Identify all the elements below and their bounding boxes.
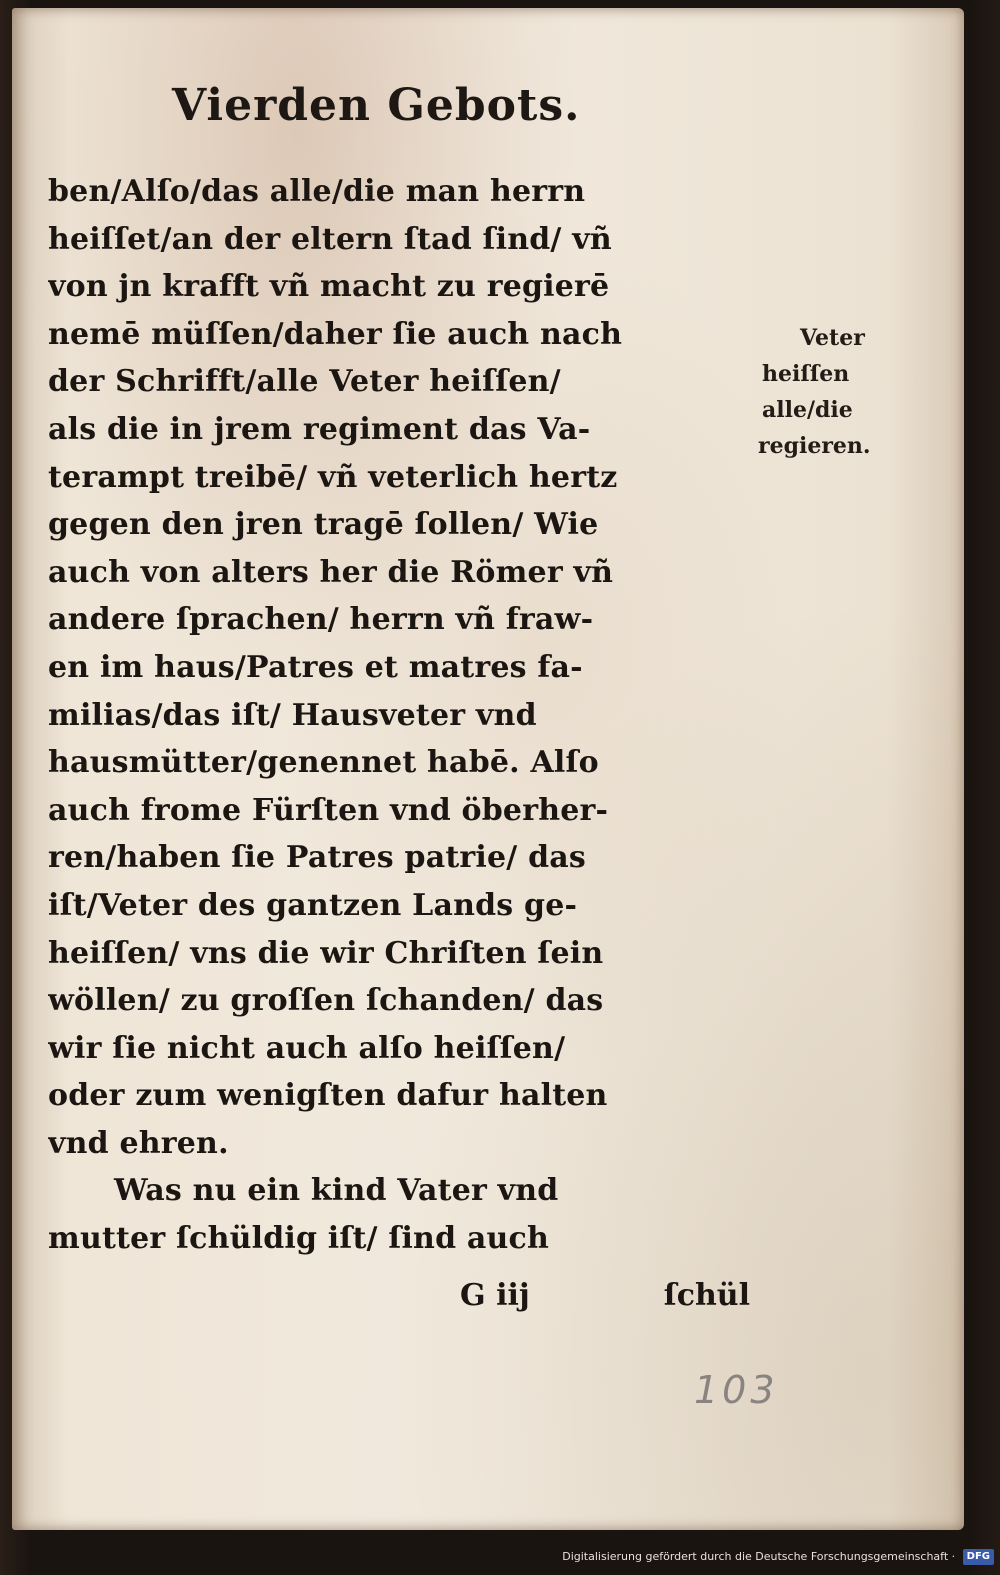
footer-text: Digitalisierung gefördert durch die Deutsche Forschungsgemeinschaft ·: [562, 1550, 956, 1563]
book-page: [12, 8, 964, 1530]
catchword: ſchül: [663, 1278, 750, 1313]
text-line: auch frome Fürſten vnd öberher-: [48, 792, 609, 828]
marginal-note-line: regieren.: [758, 433, 871, 459]
text-line: andere ſprachen/ herrn vñ fraw-: [48, 602, 594, 638]
text-line: der Schrifft/alle Veter heiſſen/: [48, 364, 561, 400]
text-line: terampt treibē/ vñ veterlich hertz: [48, 459, 618, 495]
text-line: mutter ſchüldig iſt/ ſind auch: [48, 1221, 550, 1257]
text-line: ren/haben ſie Patres patrie/ das: [48, 840, 587, 876]
running-head: Vierden Gebots.: [172, 80, 581, 131]
text-line: vnd ehren.: [48, 1125, 229, 1161]
marginal-note-line: alle/die: [762, 397, 853, 423]
paragraph-start-line: Was nu ein kind Vater vnd: [114, 1173, 559, 1209]
text-line: gegen den jren tragē ſollen/ Wie: [48, 507, 599, 543]
text-line: hausmütter/genennet habē. Alſo: [48, 745, 599, 781]
text-line: ben/Alſo/das alle/die man herrn: [48, 174, 586, 209]
marginal-note: [758, 320, 908, 464]
text-line: oder zum wenigſten dafur halten: [48, 1078, 608, 1114]
marginal-note-line: Veter: [800, 325, 865, 351]
text-line: milias/das iſt/ Hausveter vnd: [48, 697, 537, 733]
main-text-block: [48, 168, 758, 1263]
text-line: nemē müſſen/daher ſie auch nach: [48, 316, 623, 352]
text-line: auch von alters her die Römer vñ: [48, 554, 614, 590]
text-line: wir ſie nicht auch alſo heiſſen/: [48, 1030, 566, 1066]
text-line: iſt/Veter des gantzen Lands ge-: [48, 887, 578, 923]
text-line: heiſſen/ vns die wir Chriſten ſein: [48, 935, 604, 971]
signature-catchword-row: [48, 1278, 758, 1326]
text-line: von jn krafft vñ macht zu regierē: [48, 269, 610, 305]
handwritten-folio-number: 103: [694, 1368, 779, 1412]
text-line: wöllen/ zu groſſen ſchanden/ das: [48, 983, 604, 1019]
dfg-logo: DFG: [963, 1549, 994, 1565]
marginal-note-line: heiſſen: [762, 361, 850, 387]
text-line: heiſſet/an der eltern ſtad ſind/ vñ: [48, 221, 612, 257]
signature-mark: G iij: [460, 1278, 530, 1313]
text-line: en im haus/Patres et matres fa-: [48, 649, 583, 685]
text-line: als die in jrem regiment das Va-: [48, 411, 591, 447]
digitization-footer: [562, 1543, 994, 1571]
